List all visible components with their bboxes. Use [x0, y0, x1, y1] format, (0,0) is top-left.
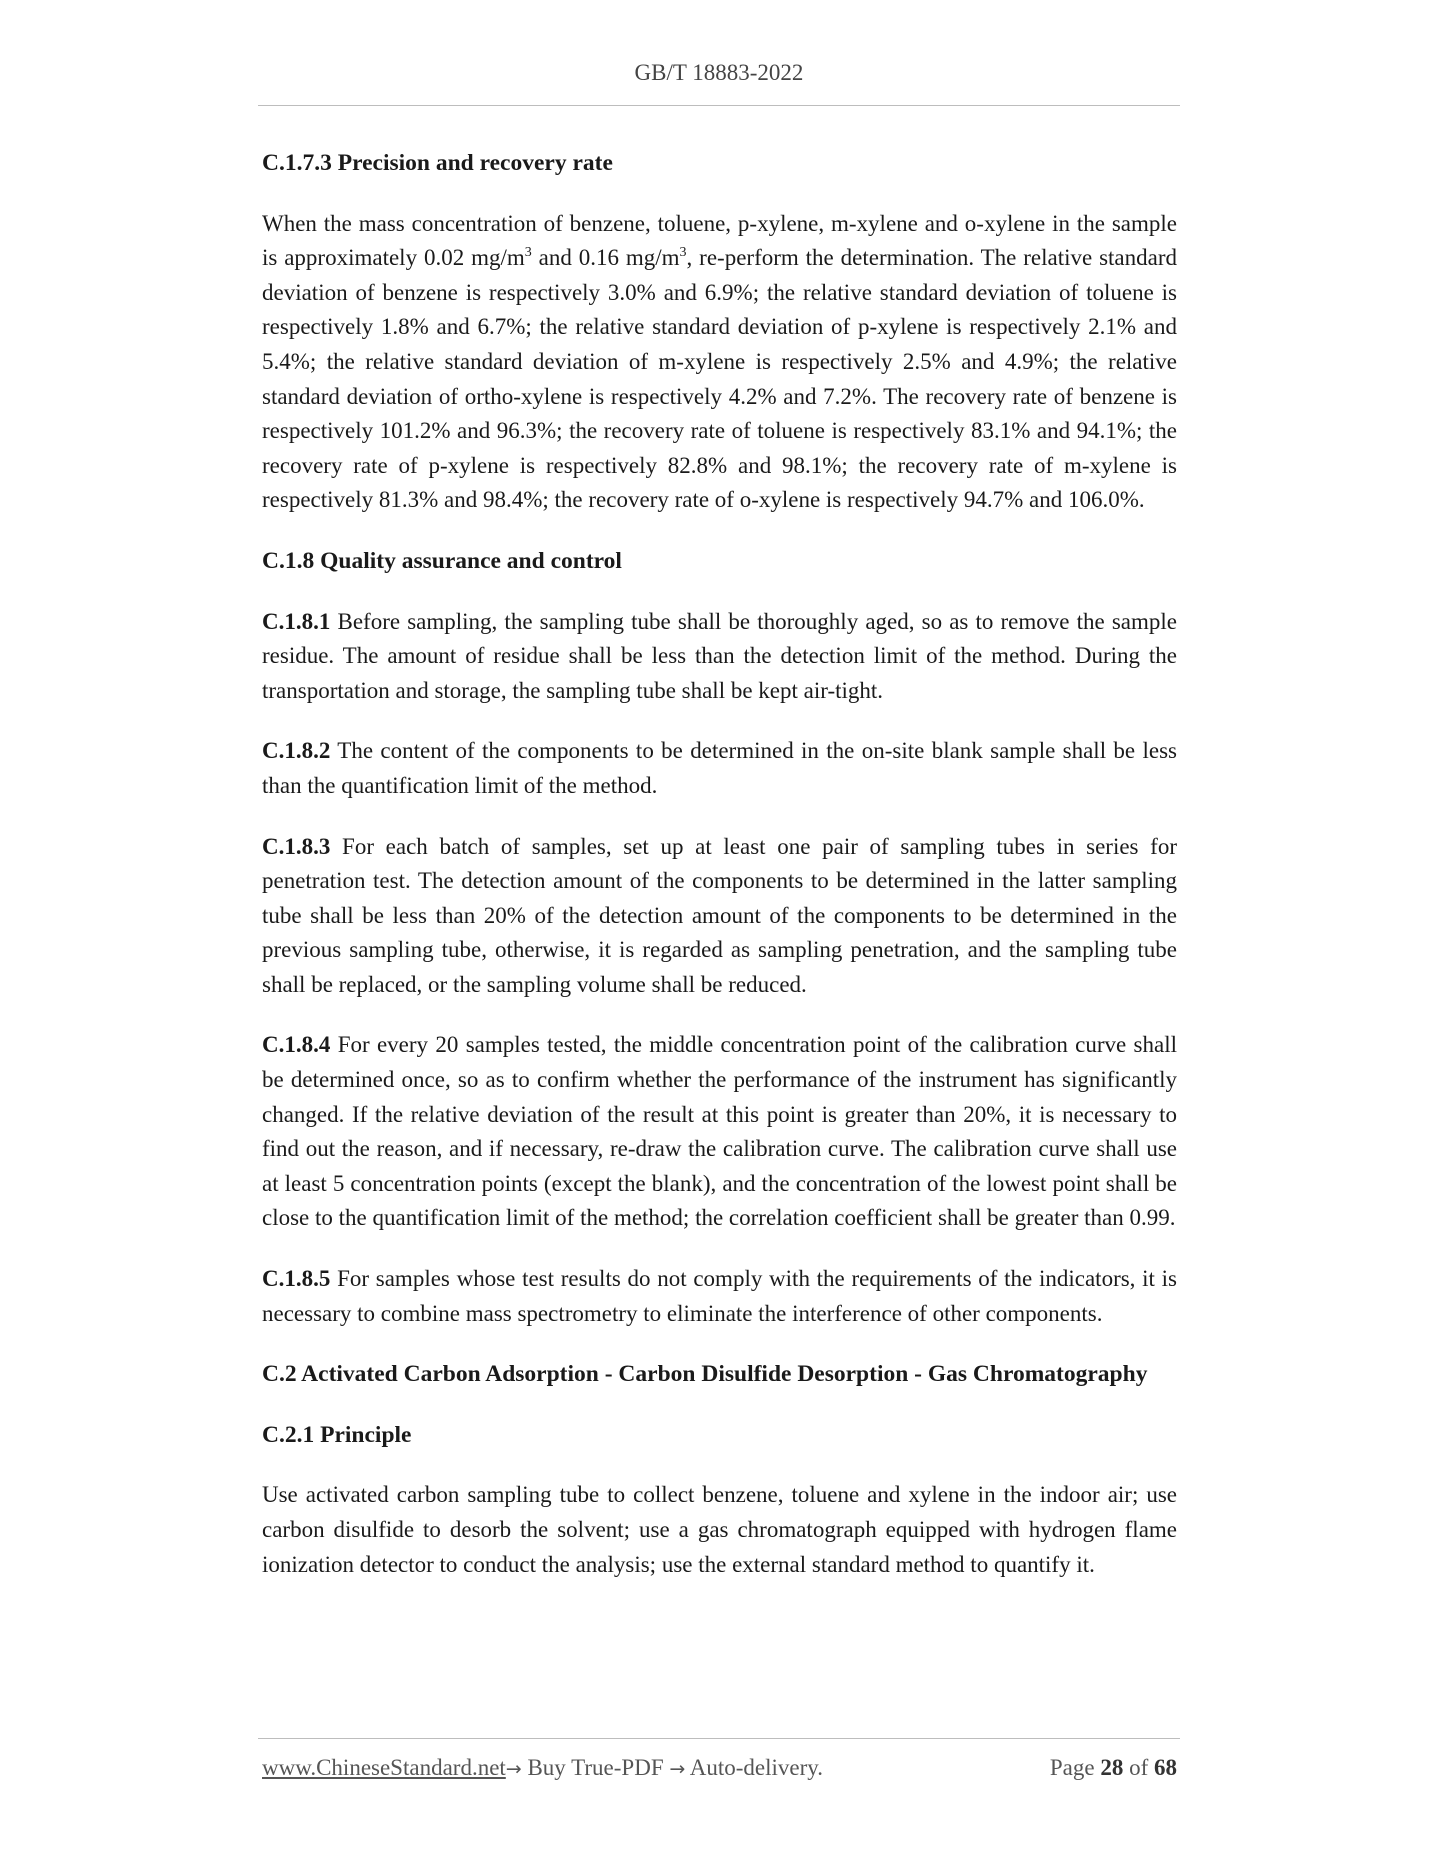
paragraph-c184 — [262, 1028, 1177, 1236]
footer-left — [262, 1755, 823, 1781]
clause-text: Before sampling, the sampling tube shall be thoroughly aged, so as to remove the sample residue. The amount of residue shall be less than the detection limit of the method. During the transportation and storage, the sampling tube shall be kept air-tight. — [262, 608, 1177, 703]
clause-text: For each batch of samples, set up at least one pair of sampling tubes in series for penetration test. The detection amount of the components to be determined in the latter sampling tube shall be less than 20% of the detection amount of the components to be determined in the previous sampling tube, otherwise, it is regarded as sampling penetration, and the sampling tube shall be replaced, or the sampling volume shall be reduced. — [262, 833, 1177, 997]
paragraph-c181 — [262, 605, 1177, 709]
page-indicator — [1050, 1755, 1177, 1781]
heading-c18: C.1.8 Quality assurance and control — [262, 547, 622, 574]
heading-c173: C.1.7.3 Precision and recovery rate — [262, 150, 613, 176]
superscript: 3 — [679, 245, 687, 261]
clause-text: The content of the components to be determined in the on-site blank sample shall be less than the quantification limit of the method. — [262, 738, 1177, 798]
clause-number: C.1.8.4 — [262, 1032, 331, 1058]
text-run: , re-perform the determination. The relative standard deviation of benzene is respectively 3.0% and 6.9%; the relative standard deviation of toluene is respectively 1.8% and 6.7%; the relative standard deviation of p-xylene is respectively 2.1% and 5.4%; the relative standard deviation of m-xylene is respectively 2.5% and 4.9%; the relative standard deviation of ortho-xylene is respectively 4.2% and 7.2%. The recovery rate of benzene is respectively 101.2% and 96.3%; the recovery rate of toluene is respectively 83.1% and 94.1%; the recovery rate of p-xylene is respectively 82.8% and 98.1%; the recovery rate of m-xylene is respectively 81.3% and 98.4%; the recovery rate of o-xylene is respectively 94.7% and 106.0%. — [262, 245, 1177, 513]
arrow-right-icon: → — [669, 1758, 686, 1780]
text-run: When the mass concentration of benzene, toluene, p-xylene, m-xylene and o-xylene in the sample is approximately 0.02 mg/m — [262, 210, 1177, 271]
superscript: 3 — [524, 245, 532, 261]
clause-number: C.1.8.5 — [262, 1266, 331, 1292]
paragraph-c182 — [262, 734, 1177, 803]
page-footer — [262, 1755, 1177, 1781]
clause-number: C.1.8.1 — [262, 608, 331, 634]
delivery-text: Auto-delivery. — [685, 1755, 824, 1780]
arrow-right-icon: → — [505, 1758, 522, 1780]
of-label: of — [1123, 1755, 1154, 1780]
paragraph-c183 — [262, 830, 1177, 1003]
heading-c21: C.2.1 Principle — [262, 1421, 412, 1448]
clause-text: For samples whose test results do not comply with the requirements of the indicators, it is necessary to combine mass spectrometry to eliminate the interference of other components. — [262, 1266, 1177, 1326]
site-link[interactable]: www.ChineseStandard.net — [262, 1755, 506, 1780]
running-header: GB/T 18883-2022 — [634, 60, 804, 85]
page-label: Page — [1049, 1755, 1101, 1780]
clause-number: C.1.8.2 — [262, 738, 331, 764]
paragraph-c185 — [262, 1262, 1177, 1331]
page-total: 68 — [1154, 1755, 1177, 1780]
header-divider — [258, 105, 1180, 106]
clause-number: C.1.8.3 — [262, 833, 331, 859]
page-current: 28 — [1100, 1755, 1124, 1780]
page-body — [262, 146, 1177, 1608]
heading-c2: C.2 Activated Carbon Adsorption - Carbon Disulfide Desorption - Gas Chromatography — [262, 1361, 1148, 1388]
buy-text: Buy True-PDF — [521, 1755, 670, 1780]
paragraph-c21: Use activated carbon sampling tube to collect benzene, toluene and xylene in the indoor air; use carbon disulfide to desorb the solvent; use a gas chromatograph equipped with hydrogen flame ionization detector to conduct the analysis; use the external standard method to quantify it. — [262, 1482, 1177, 1577]
footer-divider — [258, 1738, 1180, 1739]
clause-text: For every 20 samples tested, the middle concentration point of the calibration curve shall be determined once, so as to confirm whether the performance of the instrument has significantly changed. If the relative deviation of the result at this point is greater than 20%, it is necessary to find out the reason, and if necessary, re-draw the calibration curve. The calibration curve shall use at least 5 concentration points (except the blank), and the concentration of the lowest point shall be close to the quantification limit of the method; the correlation coefficient shall be greater than 0.99. — [262, 1032, 1177, 1231]
text-run: and 0.16 mg/m — [531, 245, 680, 271]
paragraph-c173 — [262, 207, 1177, 518]
